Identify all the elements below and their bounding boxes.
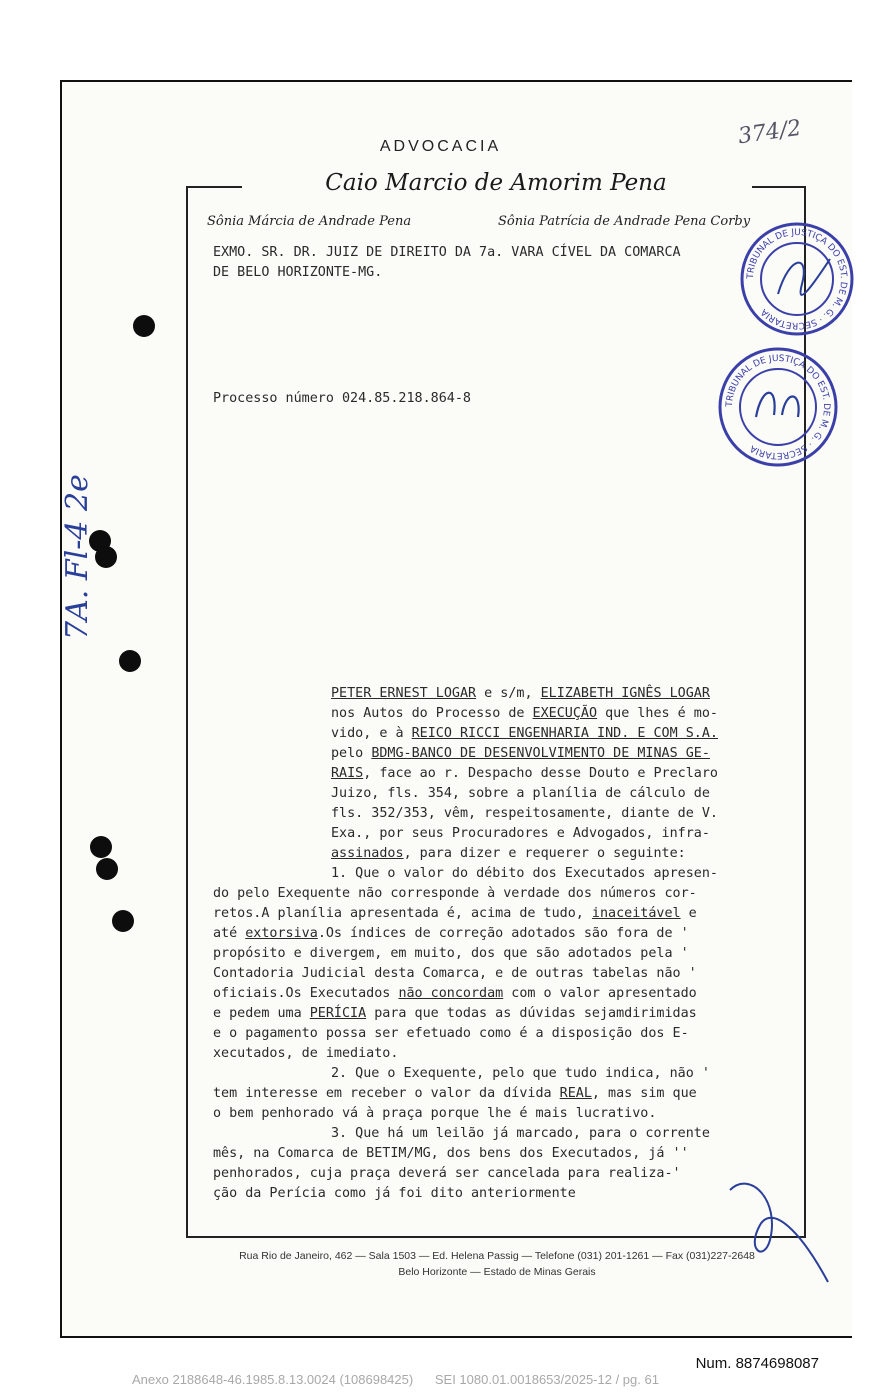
punch-hole	[112, 910, 134, 932]
body-line: ção da Perícia como já foi dito anteriormente	[213, 1186, 576, 1201]
svg-text:TRIBUNAL DE JUSTIÇA DO EST. DE: TRIBUNAL DE JUSTIÇA DO EST. DE M. G. · SECRETARIA	[724, 353, 832, 461]
body-line: Contadoria Judicial desta Comarca, e de outras tabelas não '	[213, 966, 697, 981]
body-line: 3. Que há um leilão já marcado, para o corrente	[331, 1126, 710, 1141]
svg-text:TRIBUNAL DE JUSTIÇA DO EST. DE: TRIBUNAL DE JUSTIÇA DO EST. DE M. G. · SECRETARIA	[745, 227, 849, 331]
body-line: 2. Que o Exequente, pelo que tudo indica, não '	[331, 1066, 710, 1081]
body-line: penhorados, cuja praça deverá ser cancelada para realiza-'	[213, 1166, 681, 1181]
body-line: vido, e à REICO RICCI ENGENHARIA IND. E COM S.A.	[331, 726, 718, 741]
body-line: propósito e divergem, em muito, dos que são adotados pela '	[213, 946, 689, 961]
body-line: Juizo, fls. 354, sobre a planília de cálculo de	[331, 786, 710, 801]
partner-right: Sônia Patrícia de Andrade Pena Corby	[498, 214, 751, 229]
punch-hole	[95, 546, 117, 568]
punch-hole	[133, 315, 155, 337]
body-line: assinados, para dizer e requerer o seguinte:	[331, 846, 686, 861]
body-line: até extorsiva.Os índices de correção adotados são fora de '	[213, 926, 689, 941]
body-line: do pelo Exequente não corresponde à verdade dos números cor-	[213, 886, 697, 901]
body-line: e pedem uma PERÍCIA para que todas as dúvidas sejamdirimidas	[213, 1006, 697, 1021]
body-line: mês, na Comarca de BETIM/MG, dos bens dos Executados, já ''	[213, 1146, 689, 1161]
body-line: nos Autos do Processo de EXECUÇÃO que lhes é mo-	[331, 706, 718, 721]
body-line: oficiais.Os Executados não concordam com o valor apresentado	[213, 986, 697, 1001]
body-line: pelo BDMG-BANCO DE DESENVOLVIMENTO DE MINAS GE-	[331, 746, 710, 761]
court-stamp-lower	[716, 345, 840, 469]
footer-city: Belo Horizonte — Estado de Minas Gerais	[398, 1266, 596, 1278]
body-line: retos.A planília apresentada é, acima de tudo, inaceitável e	[213, 906, 697, 921]
process-number: Processo número 024.85.218.864-8	[213, 391, 471, 406]
body-line: xecutados, de imediato.	[213, 1046, 399, 1061]
footer-address: Rua Rio de Janeiro, 462 — Sala 1503 — Ed. Helena Passig — Telefone (031) 201-1261 — Fax (031)227-2648	[239, 1250, 755, 1262]
margin-handwriting: 7A. Fl-4 2e	[60, 474, 95, 640]
body-line: PETER ERNEST LOGAR e s/m, ELIZABETH IGNÊS LOGAR	[331, 686, 710, 701]
partner-left: Sônia Márcia de Andrade Pena	[207, 214, 412, 229]
document-number: Num. 8874698087	[695, 1355, 819, 1372]
body-line: Exa., por seus Procuradores e Advogados, infra-	[331, 826, 710, 841]
body-line: RAIS, face ao r. Despacho desse Douto e Preclaro	[331, 766, 718, 781]
address-line-1: EXMO. SR. DR. JUIZ DE DIREITO DA 7a. VARA CÍVEL DA COMARCA	[213, 245, 681, 260]
body-line: 1. Que o valor do débito dos Executados apresen-	[331, 866, 718, 881]
letterhead-kind: ADVOCACIA	[379, 138, 502, 155]
punch-hole	[96, 858, 118, 880]
signature-mark	[720, 1170, 832, 1288]
letterhead-name: Caio Marcio de Amorim Pena	[325, 170, 667, 196]
annex-reference: Anexo 2188648-46.1985.8.13.0024 (108698425) SEI 1080.01.0018653/2025-12 / pg. 61	[132, 1372, 659, 1387]
court-stamp-upper	[740, 214, 854, 344]
page-number-handwritten: 374/2	[736, 115, 803, 150]
punch-hole	[90, 836, 112, 858]
punch-hole	[119, 650, 141, 672]
body-line: fls. 352/353, vêm, respeitosamente, diante de V.	[331, 806, 718, 821]
body-line: e o pagamento possa ser efetuado como é a disposição dos E-	[213, 1026, 689, 1041]
body-line: o bem penhorado vá à praça porque lhe é mais lucrativo.	[213, 1106, 657, 1121]
address-line-2: DE BELO HORIZONTE-MG.	[213, 265, 383, 280]
body-line: tem interesse em receber o valor da dívida REAL, mas sim que	[213, 1086, 697, 1101]
